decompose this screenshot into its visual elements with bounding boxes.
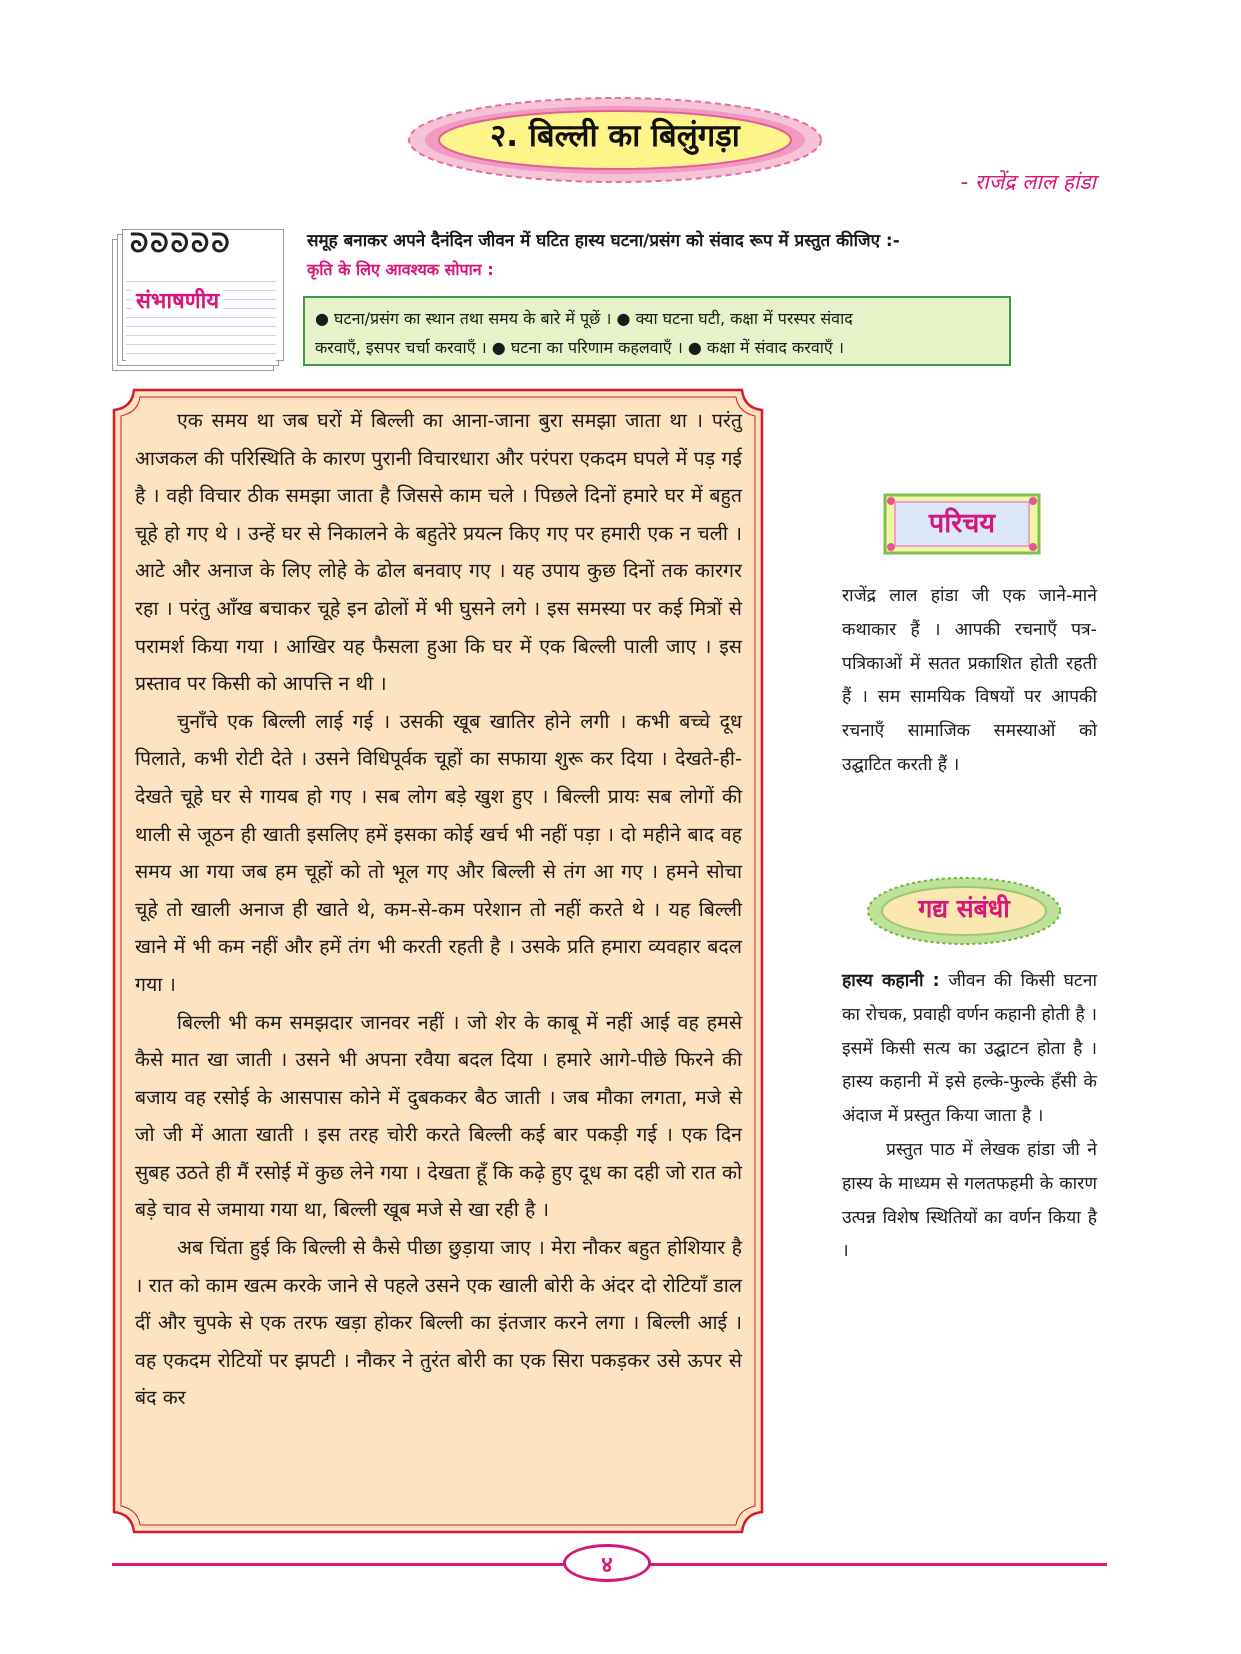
activity-steps-heading: कृति के लिए आवश्यक सोपान : — [307, 260, 494, 279]
sambhashaniya-notebook-icon — [112, 225, 284, 371]
page-number: ४ — [601, 1553, 613, 1578]
gadya-paragraph-2: प्रस्तुत पाठ में लेखक हांडा जी ने हास्य के माध्यम से गलतफहमी के कारण उत्पन्न विशेष स्थितियों का वर्णन किया है । — [842, 1139, 1097, 1262]
story-paragraph: चुनाँचे एक बिल्ली लाई गई । उसकी खूब खातिर होने लगी । कभी बच्चे दूध पिलाते, कभी रोटी देते । उसने विधिपूर्वक चूहों का सफाया शुरू कर दिया । देखते-ही-देखते चूहे घर से गायब हो गए । सब लोग बड़े खुश हुए । बिल्ली प्रायः सब लोगों की थाली से जूठन ही खाती इसलिए हमें इसका कोई खर्च भी नहीं पड़ा । दो महीने बाद वह समय आ गया जब हम चूहों को तो भूल गए और बिल्ली से तंग आ गए । हमने सोचा चूहे तो खाली अनाज ही खाते थे, कम-से-कम परेशान तो नहीं करते थे । यह बिल्ली खाने में भी कम नहीं और हमें तंग भी करती रहती है । उसके प्रति हमारा व्यवहार बदल गया । — [135, 709, 742, 996]
story-paragraph: अब चिंता हुई कि बिल्ली से कैसे पीछा छुड़ाया जाए । मेरा नौकर बहुत होशियार है । रात को काम खत्म करके जाने से पहले उसने एक खाली बोरी के अंदर दो रोटियाँ डाल दीं और चुपके से एक तरफ खड़ा होकर बिल्ली का इंतजार करने लगा । बिल्ली आई । वह एकदम रोटियों पर झपटी । नौकर ने तुरंत बोरी का एक सिरा पकड़कर उसे ऊपर से बंद कर — [135, 1236, 742, 1410]
gadya-text — [842, 965, 1097, 1269]
activity-instruction: समूह बनाकर अपने दैनंदिन जीवन में घटित हास्य घटना/प्रसंग को संवाद रूप में प्रस्तुत कीजिए :- — [307, 231, 900, 251]
activity-steps-box — [303, 296, 1011, 366]
story-body — [135, 402, 742, 1417]
story-paragraph: एक समय था जब घरों में बिल्ली का आना-जाना बुरा समझा जाता था । परंतु आजकल की परिस्थिति के कारण पुरानी विचारधारा और परंपरा एकदम घपले में पड़ गई है । वही विचार ठीक समझा जाता है जिससे काम चले । पिछले दिनों हमारे घर में बहुत चूहे हो गए थे । उन्हें घर से निकालने के बहुतेरे प्रयत्न किए गए पर हमारी एक न चली । आटे और अनाज के लिए लोहे के ढोल बनवाए गए । यह उपाय कुछ दिनों तक कारगर रहा । परंतु आँख बचाकर चूहे इन ढोलों में भी घुसने लगे । इस समस्या पर कई मित्रों से परामर्श किया गया । आखिर यह फैसला हुआ कि घर में एक बिल्ली पाली जाए । इस प्रस्ताव पर किसी को आपत्ति न थी । — [135, 409, 742, 696]
gadya-term: हास्य कहानी : — [842, 971, 940, 991]
parichay-text: राजेंद्र लाल हांडा जी एक जाने-माने कथाकार हैं । आपकी रचनाएँ पत्र-पत्रिकाओं में सतत प्रकाशित होती रहती हैं । सम सामयिक विषयों पर आपकी रचनाएँ सामाजिक समस्याओं को उद्घाटित करती हैं । — [842, 586, 1097, 775]
sambhashaniya-label: संभाषणीय — [132, 285, 223, 315]
chapter-title-banner — [405, 92, 825, 188]
gadya-definition: जीवन की किसी घटना का रोचक, प्रवाही वर्णन कहानी होती है । इसमें किसी सत्य का उद्घाटन होता है । हास्य कहानी में इसे हल्के-फुल्के हँसी के अंदाज में प्रस्तुत किया जाता है । — [842, 971, 1097, 1127]
author-name: - राजेंद्र लाल हांडा — [960, 170, 1096, 194]
spiral-binding-icon: ᘐᘐᘐᘐᘐ — [130, 229, 232, 259]
steps-line-2: करवाएँ, इसपर चर्चा करवाएँ । ● घटना का परिणाम कहलवाएँ । ● कक्षा में संवाद करवाएँ । — [315, 338, 844, 357]
steps-line-1: ● घटना/प्रसंग का स्थान तथा समय के बारे में पूछें । ● क्या घटना घटी, कक्षा में परस्पर संवाद — [315, 309, 853, 328]
parichay-heading: परिचय — [928, 508, 996, 539]
chapter-title: २. बिल्ली का बिलुंगड़ा — [490, 118, 740, 154]
story-paragraph: बिल्ली भी कम समझदार जानवर नहीं । जो शेर के काबू में नहीं आई वह हमसे कैसे मात खा जाती । उसने भी अपना रवैया बदल दिया । हमारे आगे-पीछे फिरने की बजाय वह रसोई के आसपास कोने में दुबककर बैठ जाती । जब मौका लगता, मजे से जो जी में आता खाती । इस तरह चोरी करते बिल्ली कई बार पकड़ी गई । एक दिन सुबह उठते ही मैं रसोई में कुछ लेने गया । देखता हूँ कि कढ़े हुए दूध का दही जो रात को बड़े चाव से जमाया गया था, बिल्ली खूब मजे से खा रही है । — [135, 1010, 742, 1222]
gadya-heading: गद्य संबंधी — [918, 894, 1010, 923]
